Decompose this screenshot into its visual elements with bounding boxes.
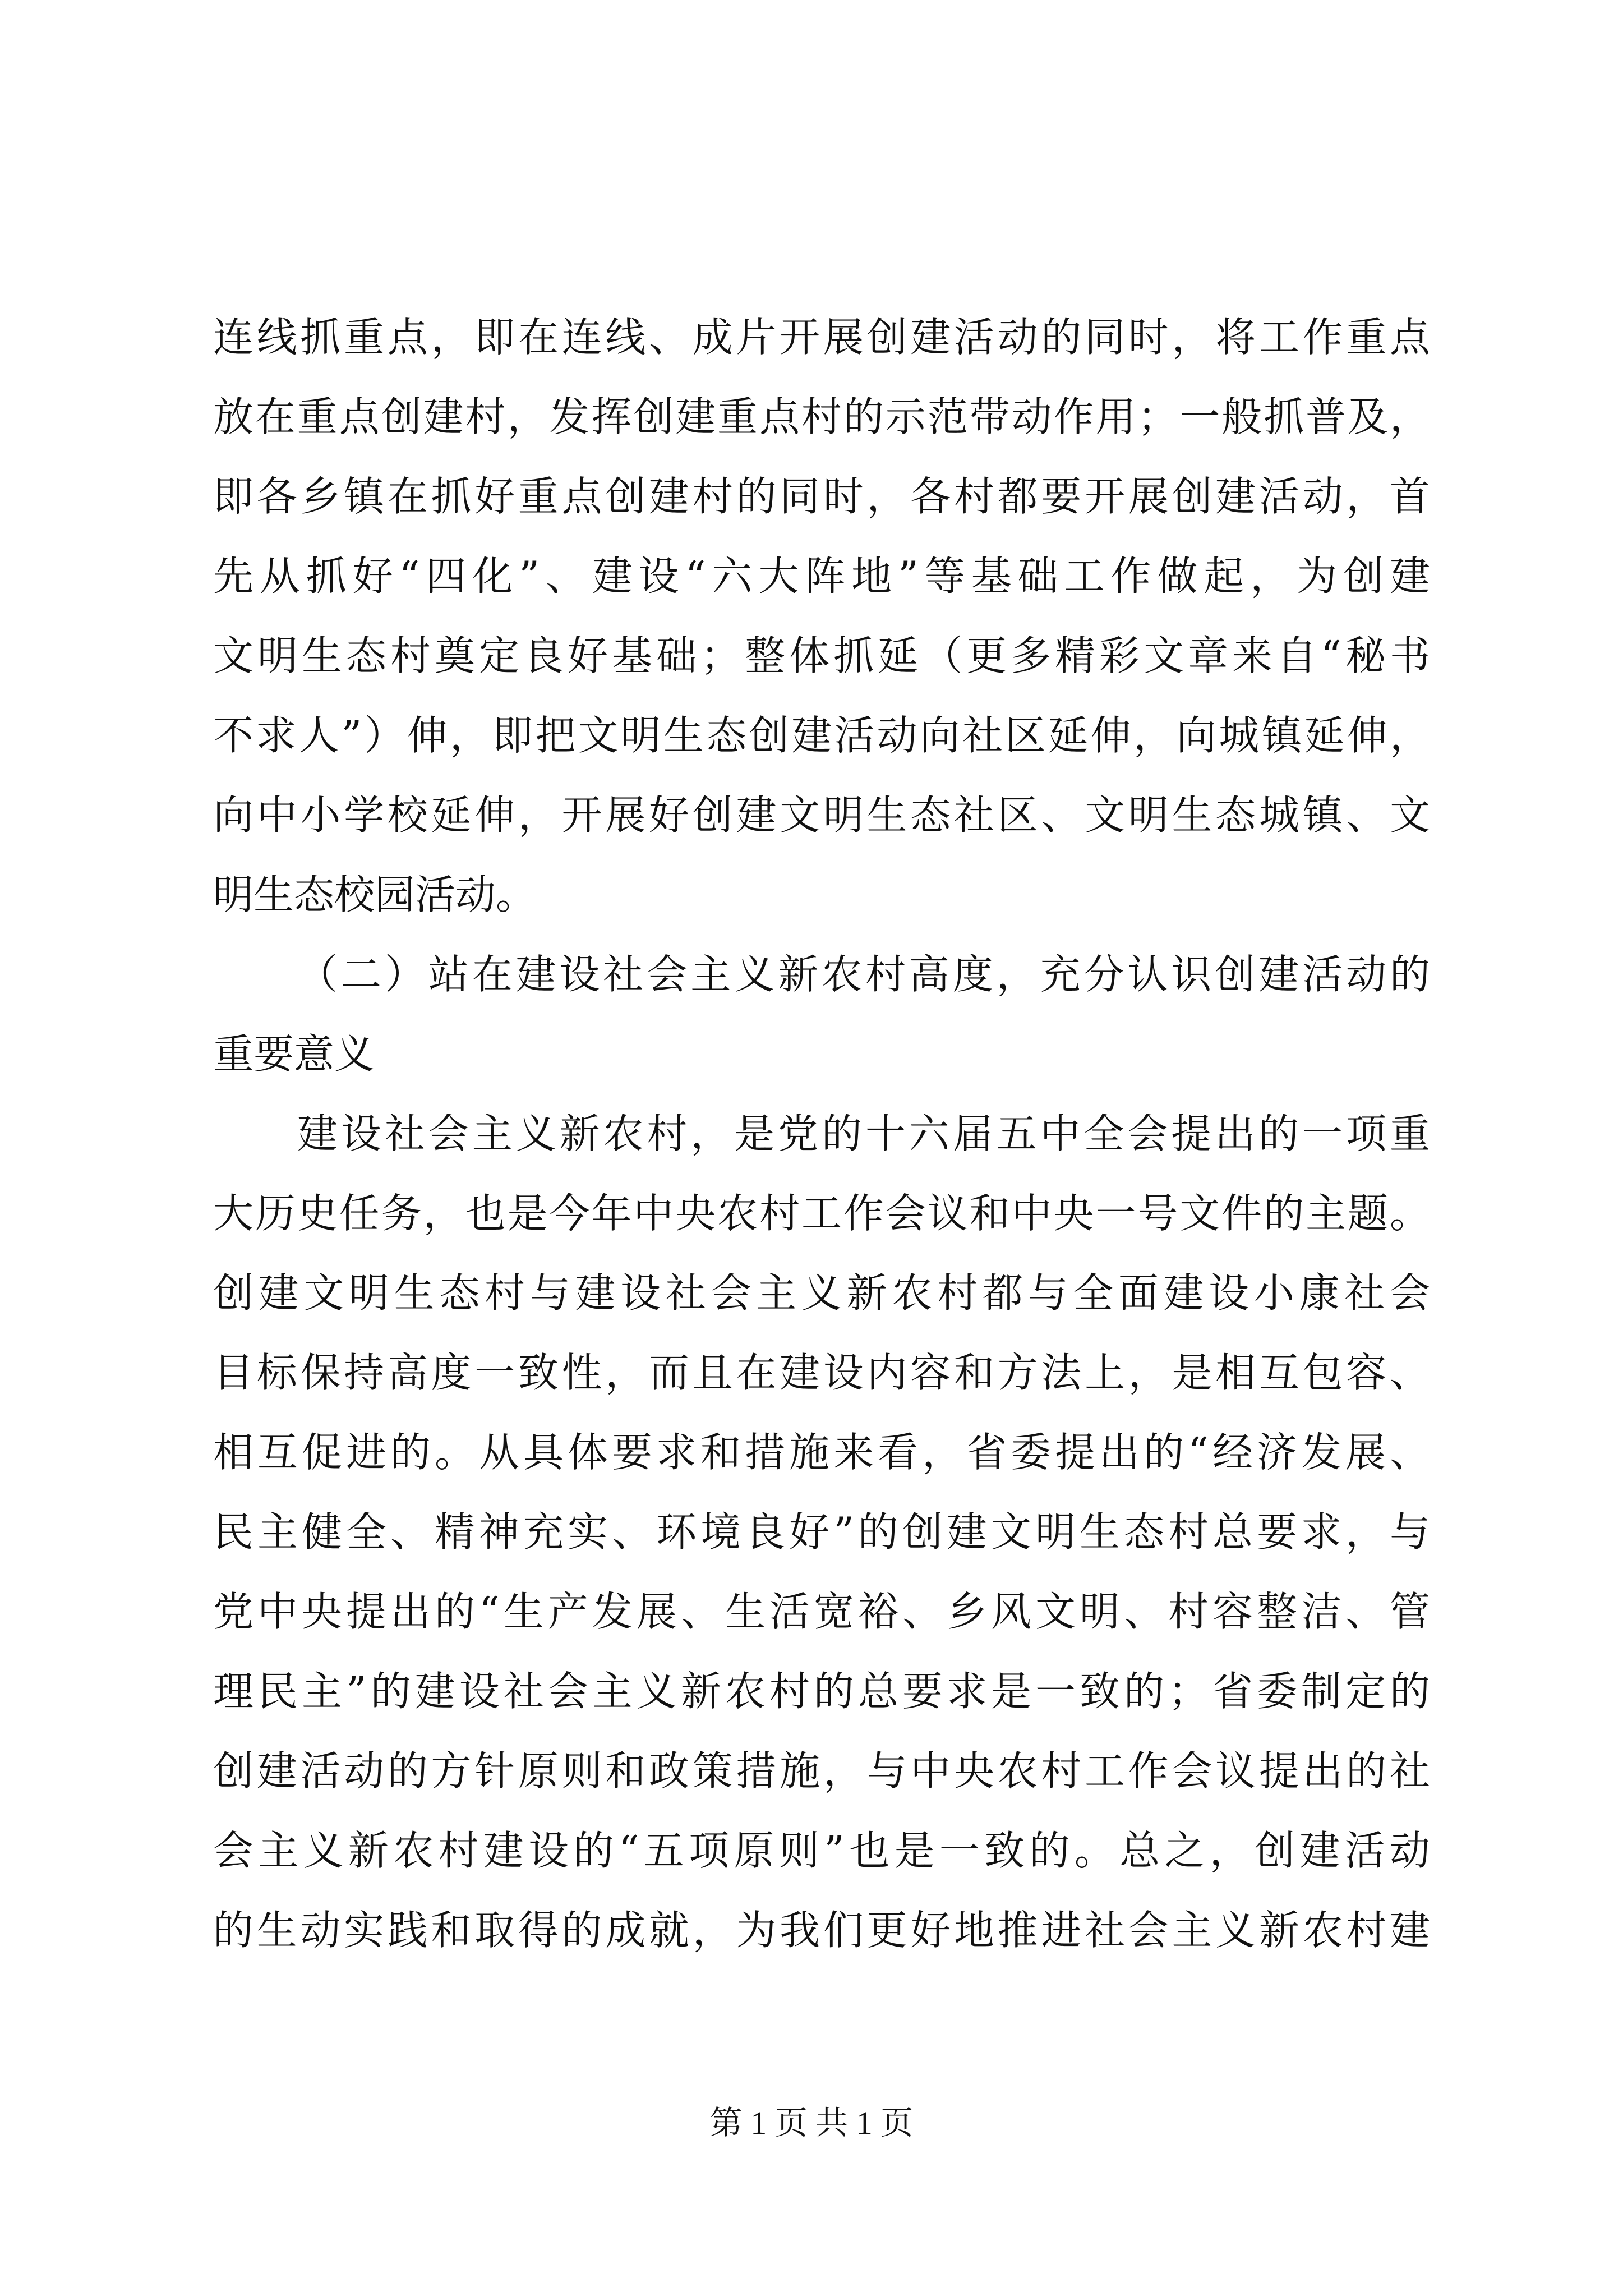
body-line: 即各乡镇在抓好重点创建村的同时，各村都要开展创建活动，首	[213, 473, 1430, 520]
body-line: 明生态校园活动。	[213, 871, 537, 918]
body-line: 相互促进的。从具体要求和措施来看，省委提出的“经济发展、	[213, 1429, 1430, 1476]
body-line: 目标保持高度一致性，而且在建设内容和方法上，是相互包容、	[213, 1349, 1430, 1396]
body-line: 会主义新农村建设的“五项原则”也是一致的。总之，创建活动	[213, 1827, 1430, 1874]
body-line: 创建文明生态村与建设社会主义新农村都与全面建设小康社会	[213, 1269, 1430, 1317]
page-number-footer: 第 1 页 共 1 页	[709, 2105, 914, 2141]
body-line: 向中小学校延伸，开展好创建文明生态社区、文明生态城镇、文	[213, 792, 1430, 839]
body-line: 的生动实践和取得的成就，为我们更好地推进社会主义新农村建	[213, 1907, 1430, 1954]
body-line: 连线抓重点，即在连线、成片开展创建活动的同时，将工作重点	[213, 314, 1430, 361]
body-line: 放在重点创建村，发挥创建重点村的示范带动作用；一般抓普及，	[213, 393, 1430, 440]
body-line: 先从抓好“四化”、建设“六大阵地”等基础工作做起，为创建	[213, 553, 1430, 600]
section-heading-line: 重要意义	[213, 1030, 375, 1078]
body-line: 大历史任务，也是今年中央农村工作会议和中央一号文件的主题。	[213, 1190, 1430, 1237]
document-body	[213, 297, 1430, 1970]
body-line: 建设社会主义新农村，是党的十六届五中全会提出的一项重	[297, 1110, 1430, 1157]
body-line: 理民主”的建设社会主义新农村的总要求是一致的；省委制定的	[213, 1668, 1430, 1715]
section-heading-line: （二）站在建设社会主义新农村高度，充分认识创建活动的	[297, 951, 1430, 998]
body-line: 不求人”）伸，即把文明生态创建活动向社区延伸，向城镇延伸，	[213, 712, 1430, 759]
body-line: 文明生态村奠定良好基础；整体抓延（更多精彩文章来自“秘书	[213, 632, 1430, 679]
body-line: 民主健全、精神充实、环境良好”的创建文明生态村总要求，与	[213, 1508, 1430, 1556]
body-line: 党中央提出的“生产发展、生活宽裕、乡风文明、村容整洁、管	[213, 1588, 1430, 1635]
body-line: 创建活动的方针原则和政策措施，与中央农村工作会议提出的社	[213, 1747, 1430, 1795]
